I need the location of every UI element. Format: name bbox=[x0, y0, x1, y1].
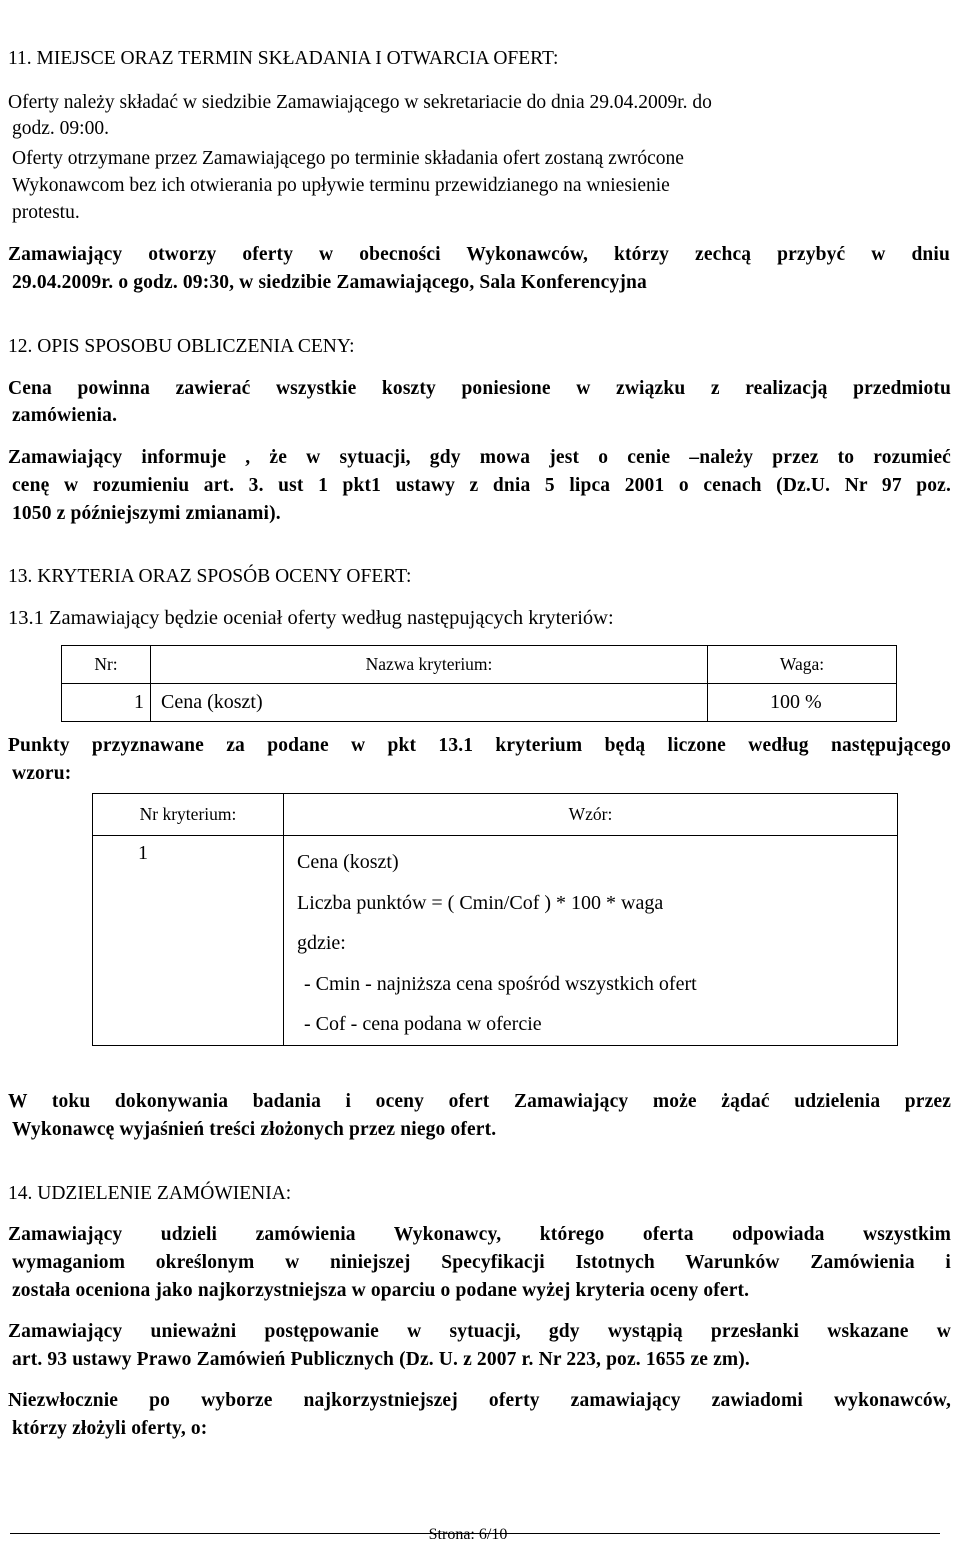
formula-line-equation: Liczba punktów = ( Cmin/Cof ) * 100 * waga bbox=[297, 891, 664, 914]
criteria-header-name: Nazwa kryterium: bbox=[151, 646, 708, 684]
points-paragraph-line-2: wzoru: bbox=[12, 763, 72, 784]
criteria-table bbox=[61, 645, 897, 722]
criteria-table-row bbox=[62, 684, 897, 722]
formula-table-header-row bbox=[93, 794, 898, 836]
section-11-paragraph-3-line-1: Zamawiający otworzy oferty w obecności Wykonawców, którzy zechcą przybyć w dniu bbox=[8, 244, 950, 265]
section-11-paragraph-2-line-3: protestu. bbox=[12, 202, 80, 223]
section-14-heading: 14. UDZIELENIE ZAMÓWIENIA: bbox=[8, 1183, 292, 1204]
section-12-paragraph-2-line-2: cenę w rozumieniu art. 3. ust 1 pkt1 ustawy z dnia 5 lipca 2001 o cenach (Dz.U. Nr 97 poz. bbox=[12, 475, 951, 496]
formula-header-formula: Wzór: bbox=[284, 794, 898, 836]
section-14-paragraph-3-line-2: którzy złożyli oferty, o: bbox=[12, 1418, 208, 1439]
section-14-paragraph-2-line-2: art. 93 ustawy Prawo Zamówień Publicznych (Dz. U. z 2007 r. Nr 223, poz. 1655 ze zm). bbox=[12, 1349, 750, 1370]
criteria-cell-nr: 1 bbox=[62, 684, 151, 722]
section-13-paragraph-line-1: W toku dokonywania badania i oceny ofert Zamawiający może żądać udzielenia przez bbox=[8, 1091, 951, 1112]
section-11-paragraph-2-line-1: Oferty otrzymane przez Zamawiającego po terminie składania ofert zostaną zwrócone bbox=[12, 148, 684, 169]
section-11-paragraph-3-line-2: 29.04.2009r. o godz. 09:30, w siedzibie Zamawiającego, Sala Konferencyjna bbox=[12, 272, 647, 293]
section-14-paragraph-1-line-1: Zamawiający udzieli zamówienia Wykonawcy, którego oferta odpowiada wszystkim bbox=[8, 1224, 951, 1245]
criteria-header-nr: Nr: bbox=[62, 646, 151, 684]
section-14-paragraph-2-line-1: Zamawiający unieważni postępowanie w sytuacji, gdy wystąpią przesłanki wskazane w bbox=[8, 1321, 951, 1342]
formula-line-cost: Cena (koszt) bbox=[297, 851, 399, 873]
section-12-paragraph-1-line-2: zamówienia. bbox=[12, 405, 118, 426]
section-12-heading: 12. OPIS SPOSOBU OBLICZENIA CENY: bbox=[8, 336, 355, 357]
criteria-cell-name: Cena (koszt) bbox=[151, 684, 708, 722]
points-paragraph-line-1: Punkty przyznawane za podane w pkt 13.1 kryterium będą liczone według następującego bbox=[8, 735, 951, 756]
section-13-1-subheading: 13.1 Zamawiający będzie oceniał oferty według następujących kryteriów: bbox=[8, 607, 614, 629]
formula-table-row bbox=[93, 836, 898, 1046]
section-11-paragraph-1-line-1: Oferty należy składać w siedzibie Zamawiającego w sekretariacie do dnia 29.04.2009r. do bbox=[8, 92, 712, 113]
section-12-paragraph-1-line-1: Cena powinna zawierać wszystkie koszty poniesione w związku z realizacją przedmiotu bbox=[8, 378, 951, 399]
section-12-paragraph-2-line-1: Zamawiający informuje , że w sytuacji, gdy mowa jest o cenie –należy przez to rozumieć bbox=[8, 447, 951, 468]
criteria-table-header-row bbox=[62, 646, 897, 684]
section-11-heading: 11. MIEJSCE ORAZ TERMIN SKŁADANIA I OTWARCIA OFERT: bbox=[8, 48, 559, 69]
section-11-paragraph-2-line-2: Wykonawcom bez ich otwierania po upływie terminu przewidzianego na wniesienie bbox=[12, 175, 670, 196]
formula-table bbox=[92, 793, 898, 1046]
page-number: Strona: 6/10 bbox=[428, 1526, 508, 1543]
criteria-header-weight: Waga: bbox=[708, 646, 897, 684]
criteria-cell-weight: 100 % bbox=[708, 684, 897, 722]
formula-cell-nr: 1 bbox=[93, 836, 284, 1046]
formula-line-cof: - Cof - cena podana w ofercie bbox=[304, 1013, 542, 1035]
formula-line-cmin: - Cmin - najniższa cena spośród wszystkich ofert bbox=[304, 972, 697, 995]
section-14-paragraph-1-line-2: wymaganiom określonym w niniejszej Specyfikacji Istotnych Warunków Zamówienia i bbox=[12, 1252, 951, 1273]
formula-header-nr: Nr kryterium: bbox=[93, 794, 284, 836]
formula-cell-content bbox=[284, 836, 898, 1046]
section-13-paragraph-line-2: Wykonawcę wyjaśnień treści złożonych przez niego ofert. bbox=[12, 1119, 497, 1140]
formula-line-where: gdzie: bbox=[297, 932, 346, 954]
section-14-paragraph-1-line-3: została oceniona jako najkorzystniejsza w oparciu o podane wyżej kryteria oceny ofert. bbox=[12, 1280, 750, 1301]
section-14-paragraph-3-line-1: Niezwłocznie po wyborze najkorzystniejszej oferty zamawiający zawiadomi wykonawców, bbox=[8, 1390, 951, 1411]
section-12-paragraph-2-line-3: 1050 z późniejszymi zmianami). bbox=[12, 503, 281, 524]
section-11-paragraph-1-line-2: godz. 09:00. bbox=[12, 118, 109, 139]
section-13-heading: 13. KRYTERIA ORAZ SPOSÓB OCENY OFERT: bbox=[8, 566, 412, 587]
